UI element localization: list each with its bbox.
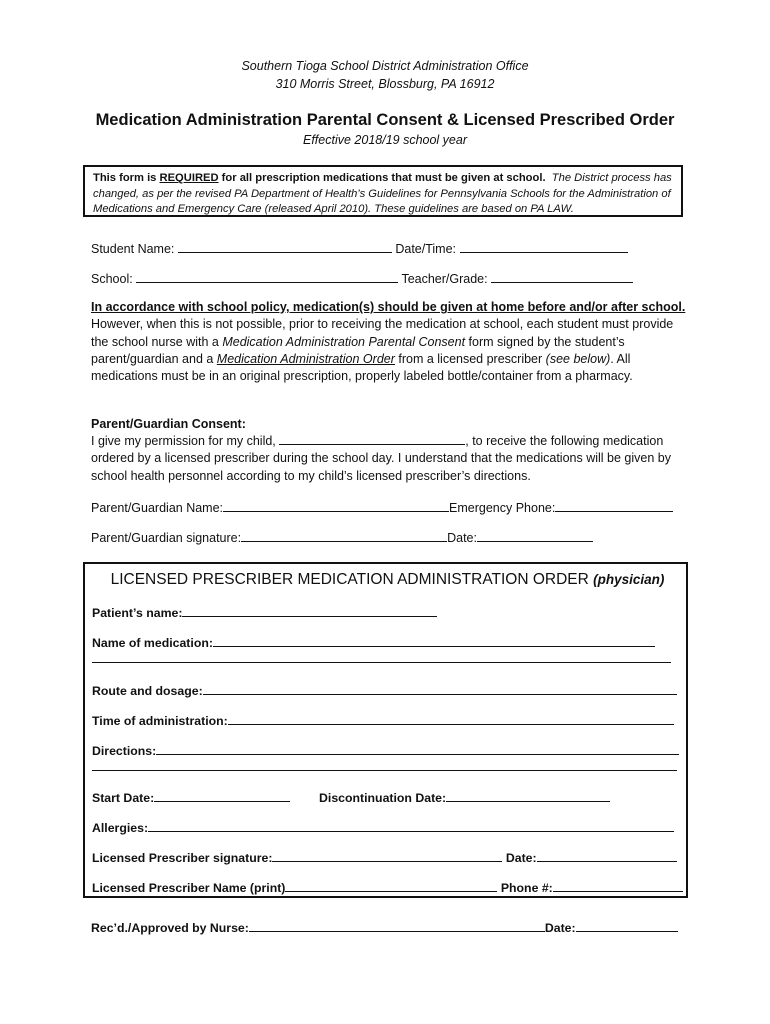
policy-lead: In accordance with school policy, medication(s) should be given at home before and/or after school. <box>91 300 686 314</box>
directions-field[interactable] <box>156 742 679 755</box>
time-administration-field[interactable] <box>228 712 674 725</box>
consent-heading: Parent/Guardian Consent: <box>91 417 246 431</box>
prescriber-date-label: Date: <box>505 851 537 865</box>
prescriber-phone-label: Phone #: <box>500 881 553 895</box>
dates-row <box>92 789 610 805</box>
parent-name-row <box>91 499 673 515</box>
prescriber-name-label: Licensed Prescriber Name (print) <box>92 881 286 895</box>
nurse-approved-field[interactable] <box>249 919 545 932</box>
directions-field-line-2[interactable] <box>92 770 677 771</box>
parent-signature-field[interactable] <box>241 529 447 542</box>
medication-field[interactable] <box>213 634 655 647</box>
policy-text-2: form signed by the student’s parent/guardian and a <box>91 334 625 366</box>
school-label: School: <box>91 272 133 286</box>
parent-name-label: Parent/Guardian Name: <box>91 501 224 515</box>
policy-text-1: However, when this is not possible, prior to receiving the medication at school, each student must provide the school nurse with a <box>91 317 674 349</box>
time-administration-row <box>92 712 674 728</box>
date-time-field[interactable] <box>460 240 628 253</box>
prescriber-phone-field[interactable] <box>553 879 683 892</box>
consent-text-1: I give my permission for my child, <box>91 434 280 448</box>
consent-text-2: , to receive the following medication ordered by a licensed prescriber during the school day. I understand that the medications will be given by school health personnel according to my child’s licensed prescriber’s directions. <box>91 434 671 483</box>
medication-label: Name of medication: <box>92 636 213 650</box>
prescriber-signature-field[interactable] <box>272 849 502 862</box>
directions-label: Directions: <box>92 744 157 758</box>
medication-field-line-2[interactable] <box>92 662 671 663</box>
route-dosage-row <box>92 682 677 698</box>
policy-paragraph <box>91 299 691 385</box>
route-dosage-field[interactable] <box>203 682 677 695</box>
patient-name-label: Patient’s name: <box>92 606 183 620</box>
prescriber-date-field[interactable] <box>537 849 677 862</box>
prescriber-order-box <box>83 562 688 898</box>
directions-row <box>92 742 679 758</box>
parent-name-field[interactable] <box>223 499 449 512</box>
district-address: 310 Morris Street, Blossburg, PA 16912 <box>275 77 495 91</box>
policy-text-3: from a licensed prescriber <box>394 351 546 366</box>
prescriber-name-row <box>92 879 683 895</box>
child-name-field[interactable] <box>279 433 465 445</box>
allergies-label: Allergies: <box>92 821 149 835</box>
policy-consent-form-name: Medication Administration Parental Consent <box>222 334 466 349</box>
parent-date-field[interactable] <box>477 529 593 542</box>
medication-row <box>92 634 655 650</box>
prescriber-order-title-sub: (physician) <box>593 572 665 587</box>
notice-prefix: This form is <box>93 172 160 184</box>
policy-order-form-name: Medication Administration Order <box>216 351 395 366</box>
policy-see-below: (see below) <box>545 351 611 366</box>
teacher-grade-field[interactable] <box>491 270 633 283</box>
form-effective-year: Effective 2018/19 school year <box>303 133 467 147</box>
patient-name-row <box>92 604 437 620</box>
student-name-field[interactable] <box>178 240 392 253</box>
district-office-name: Southern Tioga School District Administration Office <box>241 59 529 73</box>
notice-bold-rest: for all prescription medications that must be given at school. <box>218 172 546 184</box>
form-title: Medication Administration Parental Consent & Licensed Prescribed Order <box>95 111 675 129</box>
notice-italic-text: The District process has changed, as per the revised PA Department of Health’s Guidelines for Pennsylvania Schools for the Administration of Medications and Emergency Care (released April 2010). These guidelines are based on PA LAW. <box>93 172 672 215</box>
parent-date-label: Date: <box>447 531 477 545</box>
parent-signature-label: Parent/Guardian signature: <box>91 531 242 545</box>
policy-text-4: . All medications must be in an original prescription, properly labeled bottle/container from a pharmacy. <box>91 351 633 384</box>
notice-required: REQUIRED <box>159 172 219 184</box>
nurse-approval-row <box>91 919 678 935</box>
prescriber-signature-label: Licensed Prescriber signature: <box>92 851 273 865</box>
discontinuation-date-label: Discontinuation Date: <box>319 791 447 805</box>
start-date-field[interactable] <box>154 789 290 802</box>
allergies-field[interactable] <box>148 819 674 832</box>
student-name-label: Student Name: <box>91 242 175 256</box>
prescriber-order-title <box>85 571 690 589</box>
nurse-date-label: Date: <box>544 921 576 935</box>
consent-paragraph <box>91 433 691 485</box>
prescriber-order-title-main: LICENSED PRESCRIBER MEDICATION ADMINISTRATION ORDER <box>110 571 589 588</box>
patient-name-field[interactable] <box>182 604 437 617</box>
school-field[interactable] <box>136 270 398 283</box>
start-date-label: Start Date: <box>92 791 155 805</box>
emergency-phone-label: Emergency Phone: <box>449 501 556 515</box>
allergies-row <box>92 819 674 835</box>
prescriber-signature-row <box>92 849 677 865</box>
time-administration-label: Time of administration: <box>92 714 228 728</box>
teacher-grade-label: Teacher/Grade: <box>401 272 488 286</box>
nurse-date-field[interactable] <box>576 919 678 932</box>
school-row <box>91 270 633 286</box>
route-dosage-label: Route and dosage: <box>92 684 203 698</box>
date-time-label: Date/Time: <box>395 242 457 256</box>
prescriber-name-field[interactable] <box>285 879 497 892</box>
parent-signature-row <box>91 529 593 545</box>
emergency-phone-field[interactable] <box>555 499 673 512</box>
requirement-notice-box <box>83 165 683 217</box>
nurse-approved-label: Rec’d./Approved by Nurse: <box>91 921 249 935</box>
discontinuation-date-field[interactable] <box>446 789 610 802</box>
student-name-row <box>91 240 628 256</box>
